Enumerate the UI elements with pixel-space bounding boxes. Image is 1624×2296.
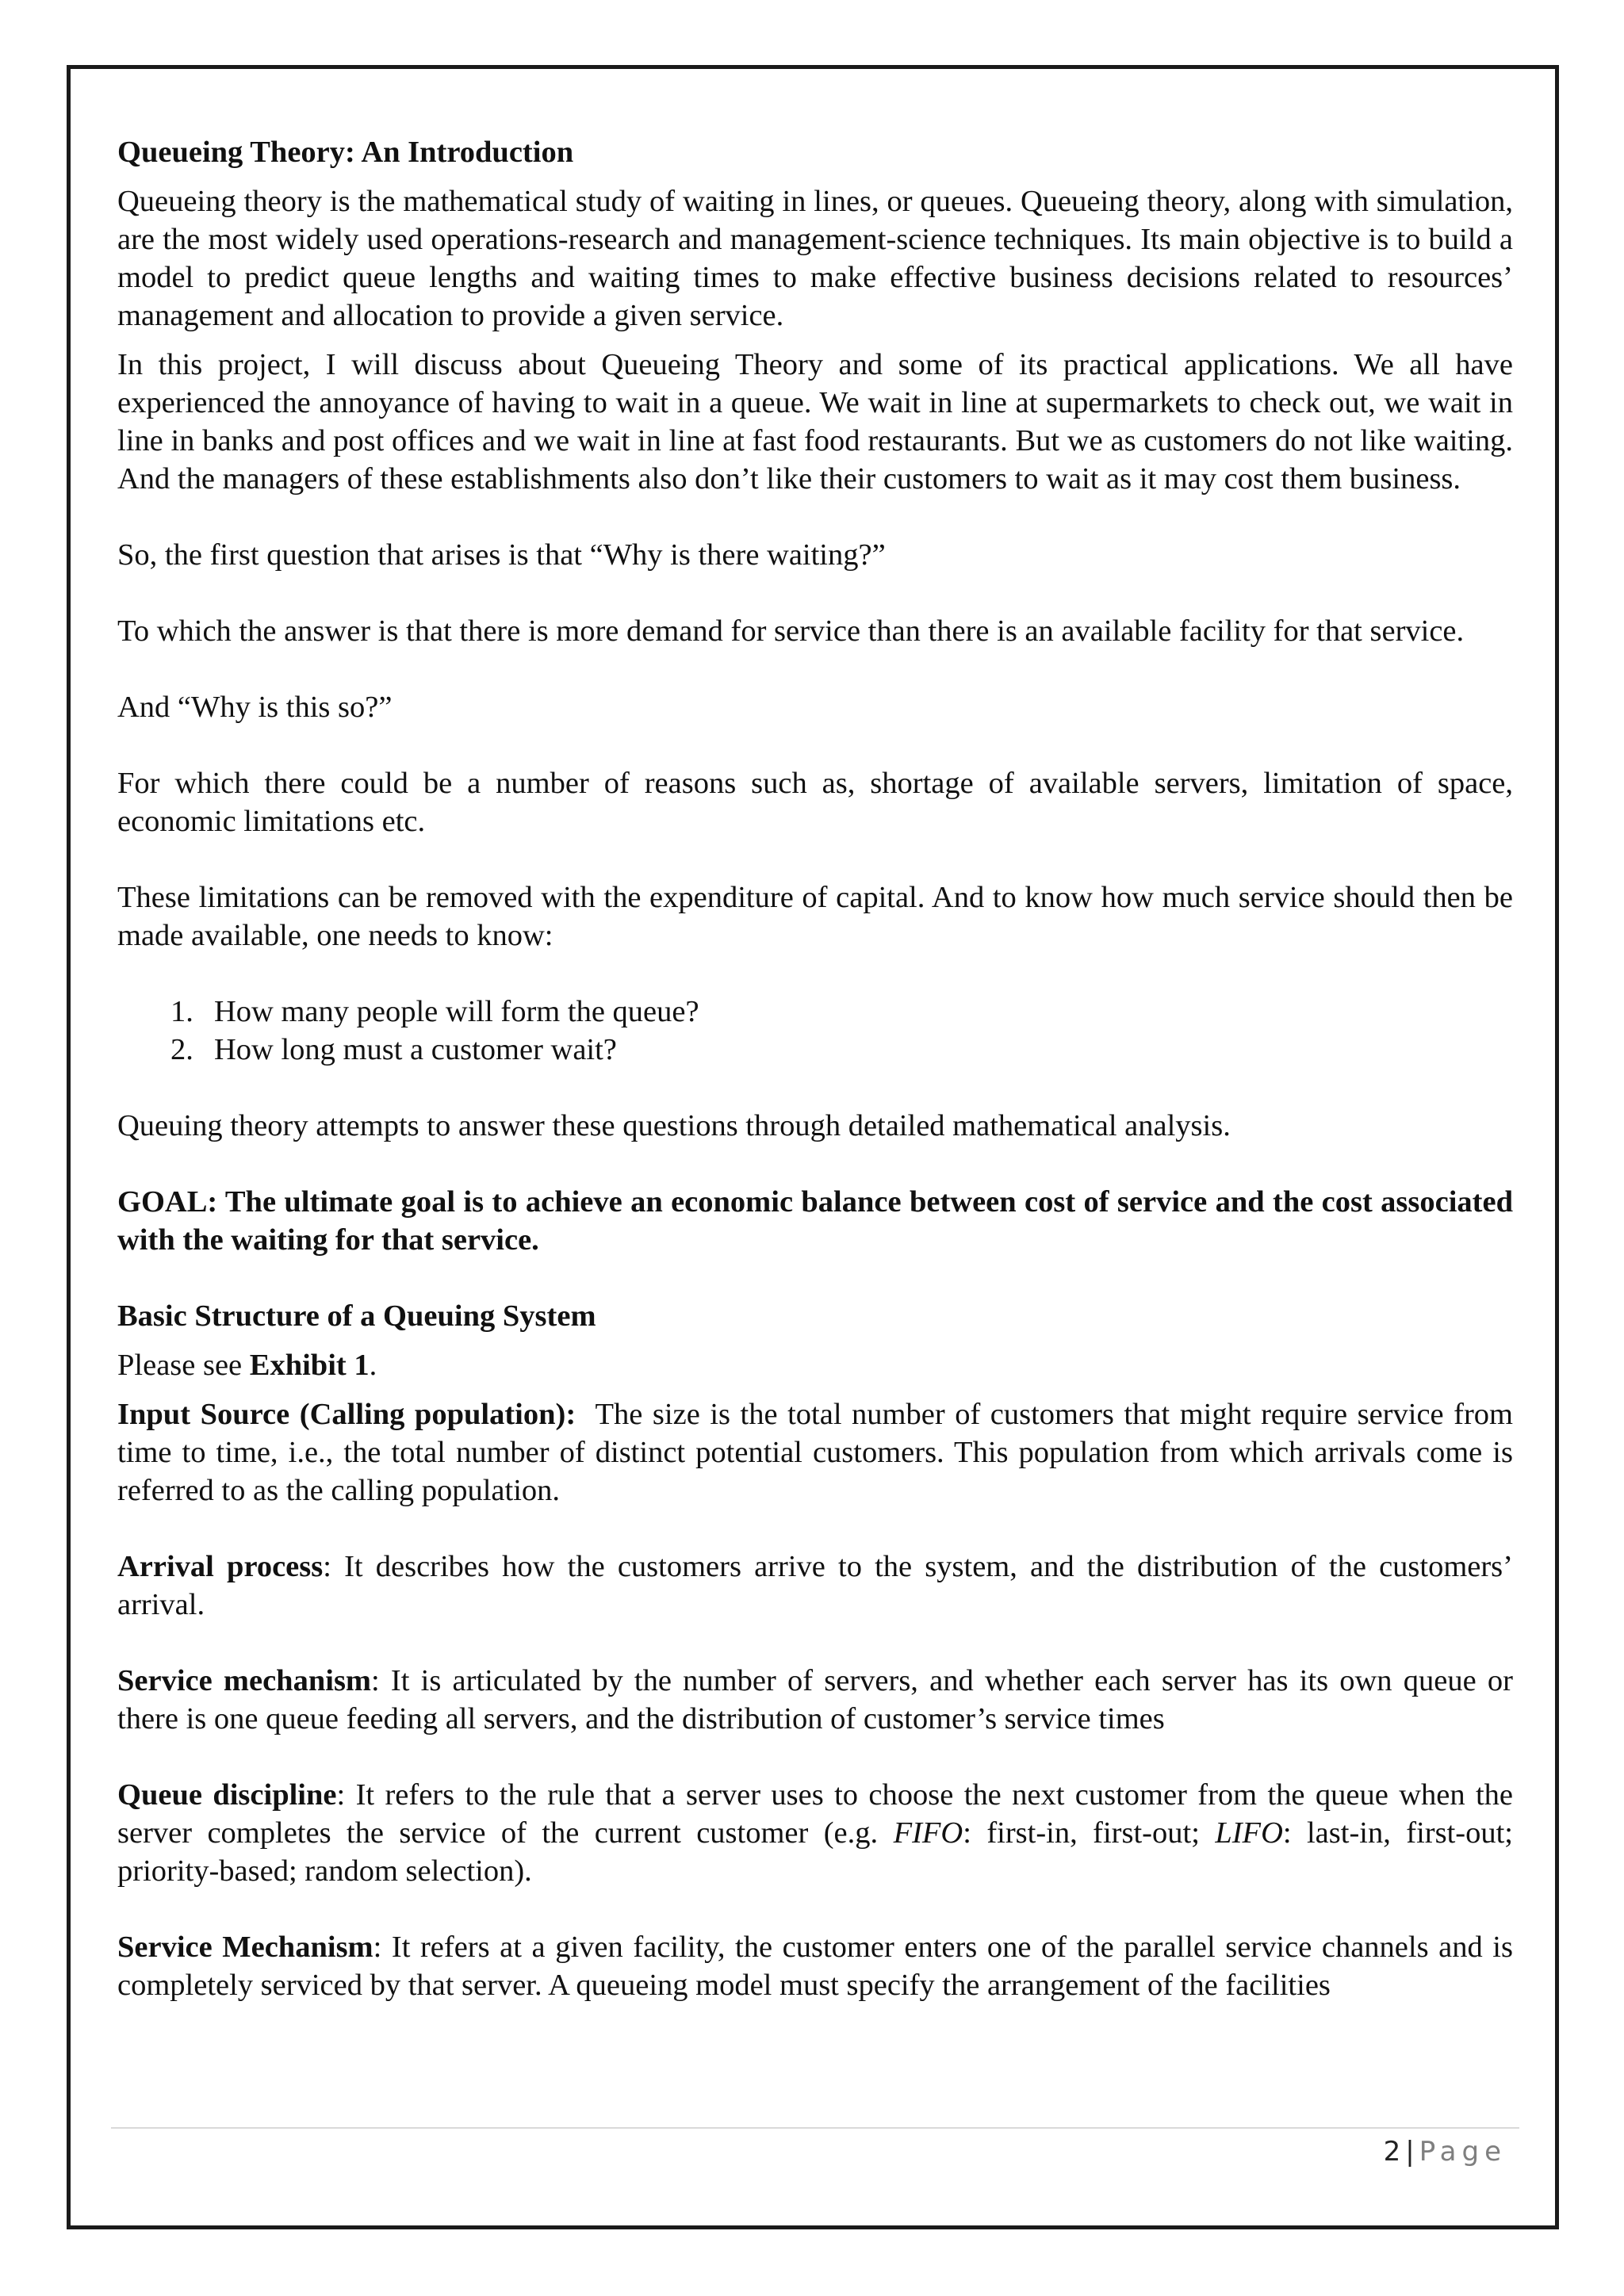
definition-term: Input Source (Calling population): — [117, 1398, 576, 1431]
page-number: 2 — [1383, 2136, 1401, 2168]
list-item — [170, 993, 1513, 1031]
definition-term: Queue discipline — [117, 1778, 337, 1812]
definition-text: : It describes how the customers arrive to the system, and the distribution of the customers’ arrival. — [117, 1550, 1513, 1621]
definition-text: : It refers at a given facility, the customer enters one of the parallel service channels and is completely serviced by that server. A queueing model must specify the arrangement of the facilities — [117, 1931, 1513, 2002]
definition-term: Service Mechanism — [117, 1931, 373, 1964]
definition-queue-discipline — [117, 1776, 1513, 1890]
page-footer — [1384, 2134, 1507, 2169]
definition-text: : first-in, first-out; — [963, 1816, 1216, 1850]
section-heading: Basic Structure of a Queuing System — [117, 1299, 596, 1333]
exhibit-link-text: Exhibit 1 — [249, 1349, 370, 1382]
page-label: Page — [1419, 2136, 1507, 2168]
question-why-waiting: So, the first question that arises is that “Why is there waiting?” — [117, 538, 886, 572]
definition-text: The size is the total number of customers that might require service from time to time, i.e., the total number of distinct potential customers. This population from which arrivals come is referred to as the calling population. — [117, 1398, 1521, 1507]
definition-term: Arrival process — [117, 1550, 324, 1583]
fifo-term: FIFO — [893, 1816, 963, 1850]
definition-text: : It is articulated by the number of servers, and whether each server has its own queue or there is one queue feeding all servers, and the distribution of customer’s service times — [117, 1664, 1513, 1735]
intro-paragraph-2: In this project, I will discuss about Queueing Theory and some of its practical applications. We all have experienced the annoyance of having to wait in a queue. We wait in line at supermarkets to check out, we wait in line in banks and post offices and we wait in line at fast food restaurants. But we as customers do not like waiting. And the managers of these establishments also don’t like their customers to wait as it may cost them business. — [117, 348, 1513, 496]
list-item-number: 1. — [170, 995, 193, 1028]
intro-paragraph-1: Queueing theory is the mathematical study of waiting in lines, or queues. Queueing theory, along with simulation, are the most widely used operations-research and management-science techniques. Its main objective is to build a model to predict queue lengths and waiting times to make effective business decisions related to resources’ management and allocation to provide a given service. — [117, 185, 1513, 332]
exhibit-reference — [117, 1346, 1513, 1384]
definition-arrival-process — [117, 1548, 1513, 1624]
definition-service-mechanism-facility — [117, 1928, 1513, 2004]
list-item-text: How long must a customer wait? — [214, 1033, 617, 1066]
answer-more-demand: To which the answer is that there is more demand for service than there is an available facility for that service. — [117, 614, 1465, 648]
exhibit-suffix: . — [369, 1349, 377, 1382]
reasons-paragraph: For which there could be a number of reasons such as, shortage of available servers, limitation of space, economic limitations etc. — [117, 767, 1513, 838]
definition-input-source — [117, 1395, 1521, 1510]
list-item — [170, 1031, 1513, 1069]
footer-divider — [111, 2127, 1519, 2129]
document-title: Queueing Theory: An Introduction — [117, 136, 574, 169]
document-body — [117, 133, 1521, 2004]
list-item-number: 2. — [170, 1033, 193, 1066]
analysis-paragraph: Queuing theory attempts to answer these questions through detailed mathematical analysis. — [117, 1109, 1231, 1142]
definition-term: Service mechanism — [117, 1664, 371, 1697]
question-why-so: And “Why is this so?” — [117, 691, 393, 724]
list-item-text: How many people will form the queue? — [214, 995, 699, 1028]
definition-text: : last-in, first-out; priority-based; random selection). — [117, 1816, 1513, 1888]
limitations-paragraph: These limitations can be removed with the expenditure of capital. And to know how much service should then be made available, one needs to know: — [117, 881, 1513, 952]
exhibit-prefix: Please see — [117, 1349, 250, 1382]
lifo-term: LIFO — [1215, 1816, 1283, 1850]
definition-text: : It refers to the rule that a server uses to choose the next customer from the queue when the server completes the service of the current customer (e.g. — [117, 1778, 1513, 1850]
footer-separator: | — [1405, 2136, 1415, 2168]
definition-service-mechanism — [117, 1662, 1513, 1738]
goal-statement: GOAL: The ultimate goal is to achieve an economic balance between cost of service and the cost associated with the waiting for that service. — [117, 1185, 1513, 1257]
questions-list — [117, 993, 1513, 1069]
